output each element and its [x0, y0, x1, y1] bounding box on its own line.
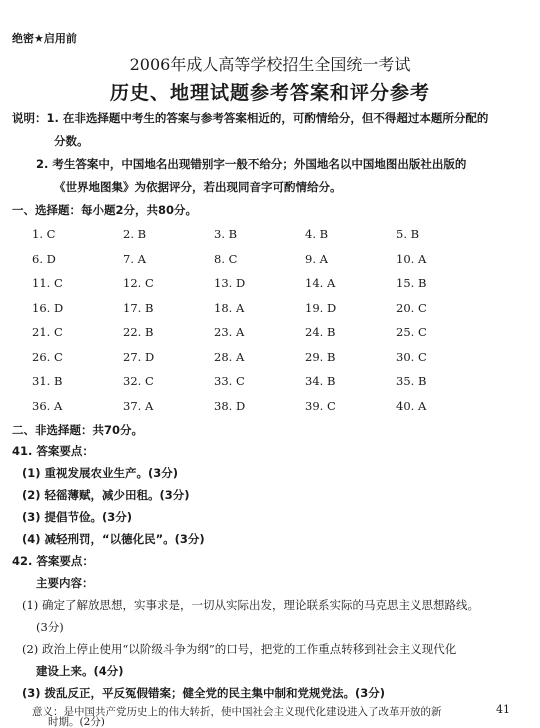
answer-row: [32, 271, 502, 296]
q42-significance-cont: 时期。(2分): [48, 716, 105, 728]
q41-point-3: (3) 提倡节俭。(3分): [22, 510, 133, 524]
q42-line-3: (2) 政治上停止使用“以阶级斗争为纲”的口号，把党的工作重点转移到社会主义现代化: [22, 642, 457, 656]
answer-cell: 10. A: [396, 251, 427, 266]
answer-row: [32, 296, 502, 321]
q41-point-4: (4) 减轻刑罚，“以德化民”。(3分): [22, 532, 205, 546]
answer-cell: 30. C: [396, 349, 427, 364]
answer-cell: 27. D: [123, 349, 155, 364]
q42-line-1: (1) 确定了解放思想，实事求是，一切从实际出发，理论联系实际的马克思主义思想路线。: [22, 598, 479, 612]
q42-line-5: (3) 拨乱反正，平反冤假错案；健全党的民主集中制和党规党法。(3分): [22, 686, 386, 700]
answer-cell: 17. B: [123, 300, 154, 315]
answer-cell: 5. B: [396, 227, 420, 242]
note-line-2: 分数。: [54, 134, 89, 148]
q42-content-label: 主要内容：: [36, 576, 94, 590]
note-line-1: 说明：1. 在非选择题中考生的答案与参考答案相近的，可酌情给分，但不得超过本题所分配的: [12, 111, 489, 125]
answer-cell: 23. A: [214, 325, 245, 340]
document-title: 历史、地理试题参考答案和评分参考: [109, 82, 430, 104]
section2-heading: 二、非选择题：共70分。: [12, 423, 144, 437]
answer-cell: 3. B: [214, 227, 238, 242]
answer-cell: 40. A: [396, 398, 427, 413]
answer-cell: 9. A: [305, 251, 328, 266]
answer-cell: 31. B: [32, 374, 63, 389]
answer-row: [32, 222, 502, 247]
answer-cell: 8. C: [214, 251, 238, 266]
answer-cell: 35. B: [396, 374, 427, 389]
answer-cell: 29. B: [305, 349, 336, 364]
answer-cell: 2. B: [123, 227, 147, 242]
answer-cell: 16. D: [32, 300, 64, 315]
answer-cell: 12. C: [123, 276, 154, 291]
secret-label: 绝密★启用前: [12, 32, 77, 45]
answer-cell: 11. C: [32, 276, 63, 291]
answer-cell: 1. C: [32, 227, 56, 242]
q42-label: 42. 答案要点：: [12, 554, 94, 568]
answer-row: [32, 394, 502, 419]
answer-cell: 24. B: [305, 325, 336, 340]
section1-heading: 一、选择题：每小题2分，共80分。: [12, 203, 198, 217]
answer-cell: 36. A: [32, 398, 63, 413]
q42-significance: 意义：是中国共产党历史上的伟大转折，使中国社会主义现代化建设进入了改革开放的新: [32, 706, 442, 718]
answer-row: [32, 247, 502, 272]
q41-point-2: (2) 轻徭薄赋，减少田租。(3分): [22, 488, 190, 502]
answer-cell: 6. D: [32, 251, 56, 266]
answer-cell: 4. B: [305, 227, 329, 242]
answer-cell: 15. B: [396, 276, 427, 291]
answer-cell: 33. C: [214, 374, 245, 389]
answer-cell: 28. A: [214, 349, 245, 364]
answer-cell: 20. C: [396, 300, 427, 315]
answer-cell: 22. B: [123, 325, 154, 340]
answer-cell: 38. D: [214, 398, 246, 413]
answer-row: [32, 369, 502, 394]
q42-line-2: (3分): [36, 620, 64, 634]
answer-cell: 34. B: [305, 374, 336, 389]
note-line-3: 2. 考生答案中，中国地名出现错别字一般不给分；外国地名以中国地图出版社出版的: [36, 157, 467, 171]
answer-row: [32, 320, 502, 345]
answer-cell: 37. A: [123, 398, 154, 413]
page-number: 41: [496, 703, 510, 716]
answer-grid: [32, 222, 502, 418]
answer-cell: 13. D: [214, 276, 246, 291]
answer-cell: 7. A: [123, 251, 146, 266]
q41-label: 41. 答案要点：: [12, 444, 94, 458]
answer-row: [32, 345, 502, 370]
q41-point-1: (1) 重视发展农业生产。(3分): [22, 466, 179, 480]
answer-cell: 21. C: [32, 325, 63, 340]
exam-title: 2006年成人高等学校招生全国统一考试: [129, 55, 411, 74]
answer-cell: 26. C: [32, 349, 63, 364]
answer-cell: 25. C: [396, 325, 427, 340]
answer-cell: 39. C: [305, 398, 336, 413]
q42-line-4: 建设上来。(4分): [36, 664, 124, 678]
answer-cell: 32. C: [123, 374, 154, 389]
note-line-4: 《世界地图集》为依据评分，若出现同音字可酌情给分。: [54, 180, 342, 194]
answer-cell: 19. D: [305, 300, 337, 315]
answer-cell: 14. A: [305, 276, 336, 291]
answer-cell: 18. A: [214, 300, 245, 315]
